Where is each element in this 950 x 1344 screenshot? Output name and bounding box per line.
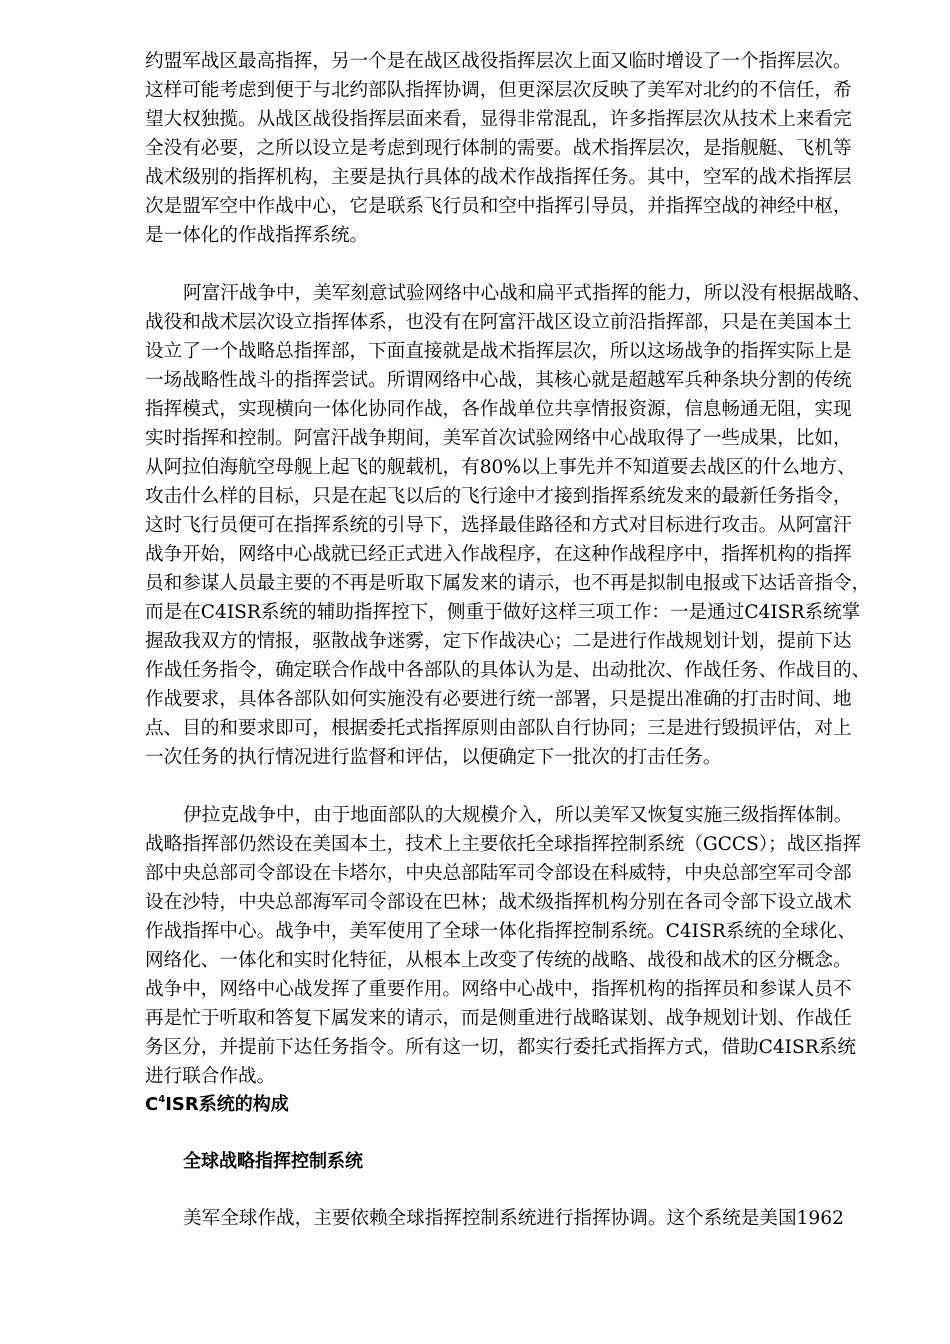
text-line: 进行联合作战。 [145,1066,276,1087]
text-line: 全没有必要，之所以设立是考虑到现行体制的需要。战术指挥层次，是指舰艇、飞机等 [145,138,852,159]
text-line: 从阿拉伯海航空母舰上起飞的舰载机，有80%以上事先并不知道要去战区的什么地方、 [145,457,856,478]
text-line: 约盟军战区最高指挥，另一个是在战区战役指挥层次上面又临时增设了一个指挥层次。 [145,51,852,72]
text-line: 战略指挥部仍然设在美国本土，技术上主要依托全球指挥控制系统（GCCS）；战区指挥 [145,834,862,855]
heading-superscript: 4 [158,1094,166,1105]
text-line: 握敌我双方的情报，驱散战争迷雾，定下作战决心；二是进行作战规划计划，提前下达 [145,631,852,652]
text-line: 设在沙特，中央总部海军司令部设在巴林；战术级指挥机构分别在各司令部下设立战术 [145,892,852,913]
text-line: 而是在C4ISR系统的辅助指挥控下，侧重于做好这样三项工作：一是通过C4ISR系统掌 [145,602,861,623]
text-line: 美军全球作战，主要依赖全球指挥控制系统进行指挥协调。这个系统是美国1962 [183,1208,844,1229]
text-line: 实时指挥和控制。阿富汗战争期间，美军首次试验网络中心战取得了一些成果，比如， [145,428,852,449]
text-line: 这时飞行员便可在指挥系统的引导下，选择最佳路径和方式对目标进行攻击。从阿富汗 [145,515,852,536]
text-line: 一次任务的执行情况进行监督和评估，以便确定下一批次的打击任务。 [145,747,722,768]
text-line: 再是忙于听取和答复下属发来的请示，而是侧重进行战略谋划、战争规划计划、作战任 [145,1008,852,1029]
heading-suffix: ISR系统的构成 [165,1094,289,1115]
text-line: 战争开始，网络中心战就已经正式进入作战程序，在这种作战程序中，指挥机构的指挥 [145,544,852,565]
text-line: 是一体化的作战指挥系统。 [145,225,369,246]
text-line: 作战任务指令，确定联合作战中各部队的具体认为是、出动批次、作战任务、作战目的、 [145,660,871,681]
text-line: 务区分，并提前下达任务指令。所有这一切，都实行委托式指挥方式，借助C4ISR系统 [145,1037,856,1058]
text-line: 望大权独揽。从战区战役指挥层面来看，显得非常混乱，许多指挥层次从技术上来看完 [145,109,852,130]
text-line: 作战指挥中心。战争中，美军使用了全球一体化指挥控制系统。C4ISR系统的全球化、 [145,921,856,942]
text-line: 战役和战术层次设立指挥体系，也没有在阿富汗战区设立前沿指挥部，只是在美国本土 [145,312,852,333]
text-line: 攻击什么样的目标，只是在起飞以后的飞行途中才接到指挥系统发来的最新任务指令， [145,486,852,507]
text-line: 点、目的和要求即可，根据委托式指挥原则由部队自行协同；三是进行毁损评估，对上 [145,718,852,739]
text-line: 网络化、一体化和实时化特征，从根本上改变了传统的战略、战役和战术的区分概念。 [145,950,852,971]
text-line: 员和参谋人员最主要的不再是听取下属发来的请示，也不再是拟制电报或下达话音指令， [145,573,871,594]
text-line: 作战要求，具体各部队如何实施没有必要进行统一部署，只是提出准确的打击时间、地 [145,689,852,710]
heading-prefix: C [145,1094,159,1115]
text-line: 战争中，网络中心战发挥了重要作用。网络中心战中，指挥机构的指挥员和参谋人员不 [145,979,852,1000]
text-line: 战术级别的指挥机构，主要是执行具体的战术作战指挥任务。其中，空军的战术指挥层 [145,167,852,188]
text-line: 这样可能考虑到便于与北约部队指挥协调，但更深层次反映了美军对北约的不信任，希 [145,80,852,101]
section-heading [145,1092,289,1118]
subsection-heading: 全球战略指挥控制系统 [183,1151,363,1172]
text-line: 指挥模式，实现横向一体化协同作战，各作战单位共享情报资源，信息畅通无阻，实现 [145,399,852,420]
text-line: 部中央总部司令部设在卡塔尔，中央总部陆军司令部设在科威特，中央总部空军司令部 [145,863,852,884]
text-line: 阿富汗战争中，美军刻意试验网络中心战和扁平式指挥的能力，所以没有根据战略、 [183,283,871,304]
text-line: 一场战略性战斗的指挥尝试。所谓网络中心战，其核心就是超越军兵种条块分割的传统 [145,370,852,391]
text-line: 次是盟军空中作战中心，它是联系飞行员和空中指挥引导员，并指挥空战的神经中枢， [145,196,852,217]
text-line: 伊拉克战争中，由于地面部队的大规模介入，所以美军又恢复实施三级指挥体制。 [183,805,853,826]
text-line: 设立了一个战略总指挥部，下面直接就是战术指挥层次，所以这场战争的指挥实际上是 [145,341,852,362]
